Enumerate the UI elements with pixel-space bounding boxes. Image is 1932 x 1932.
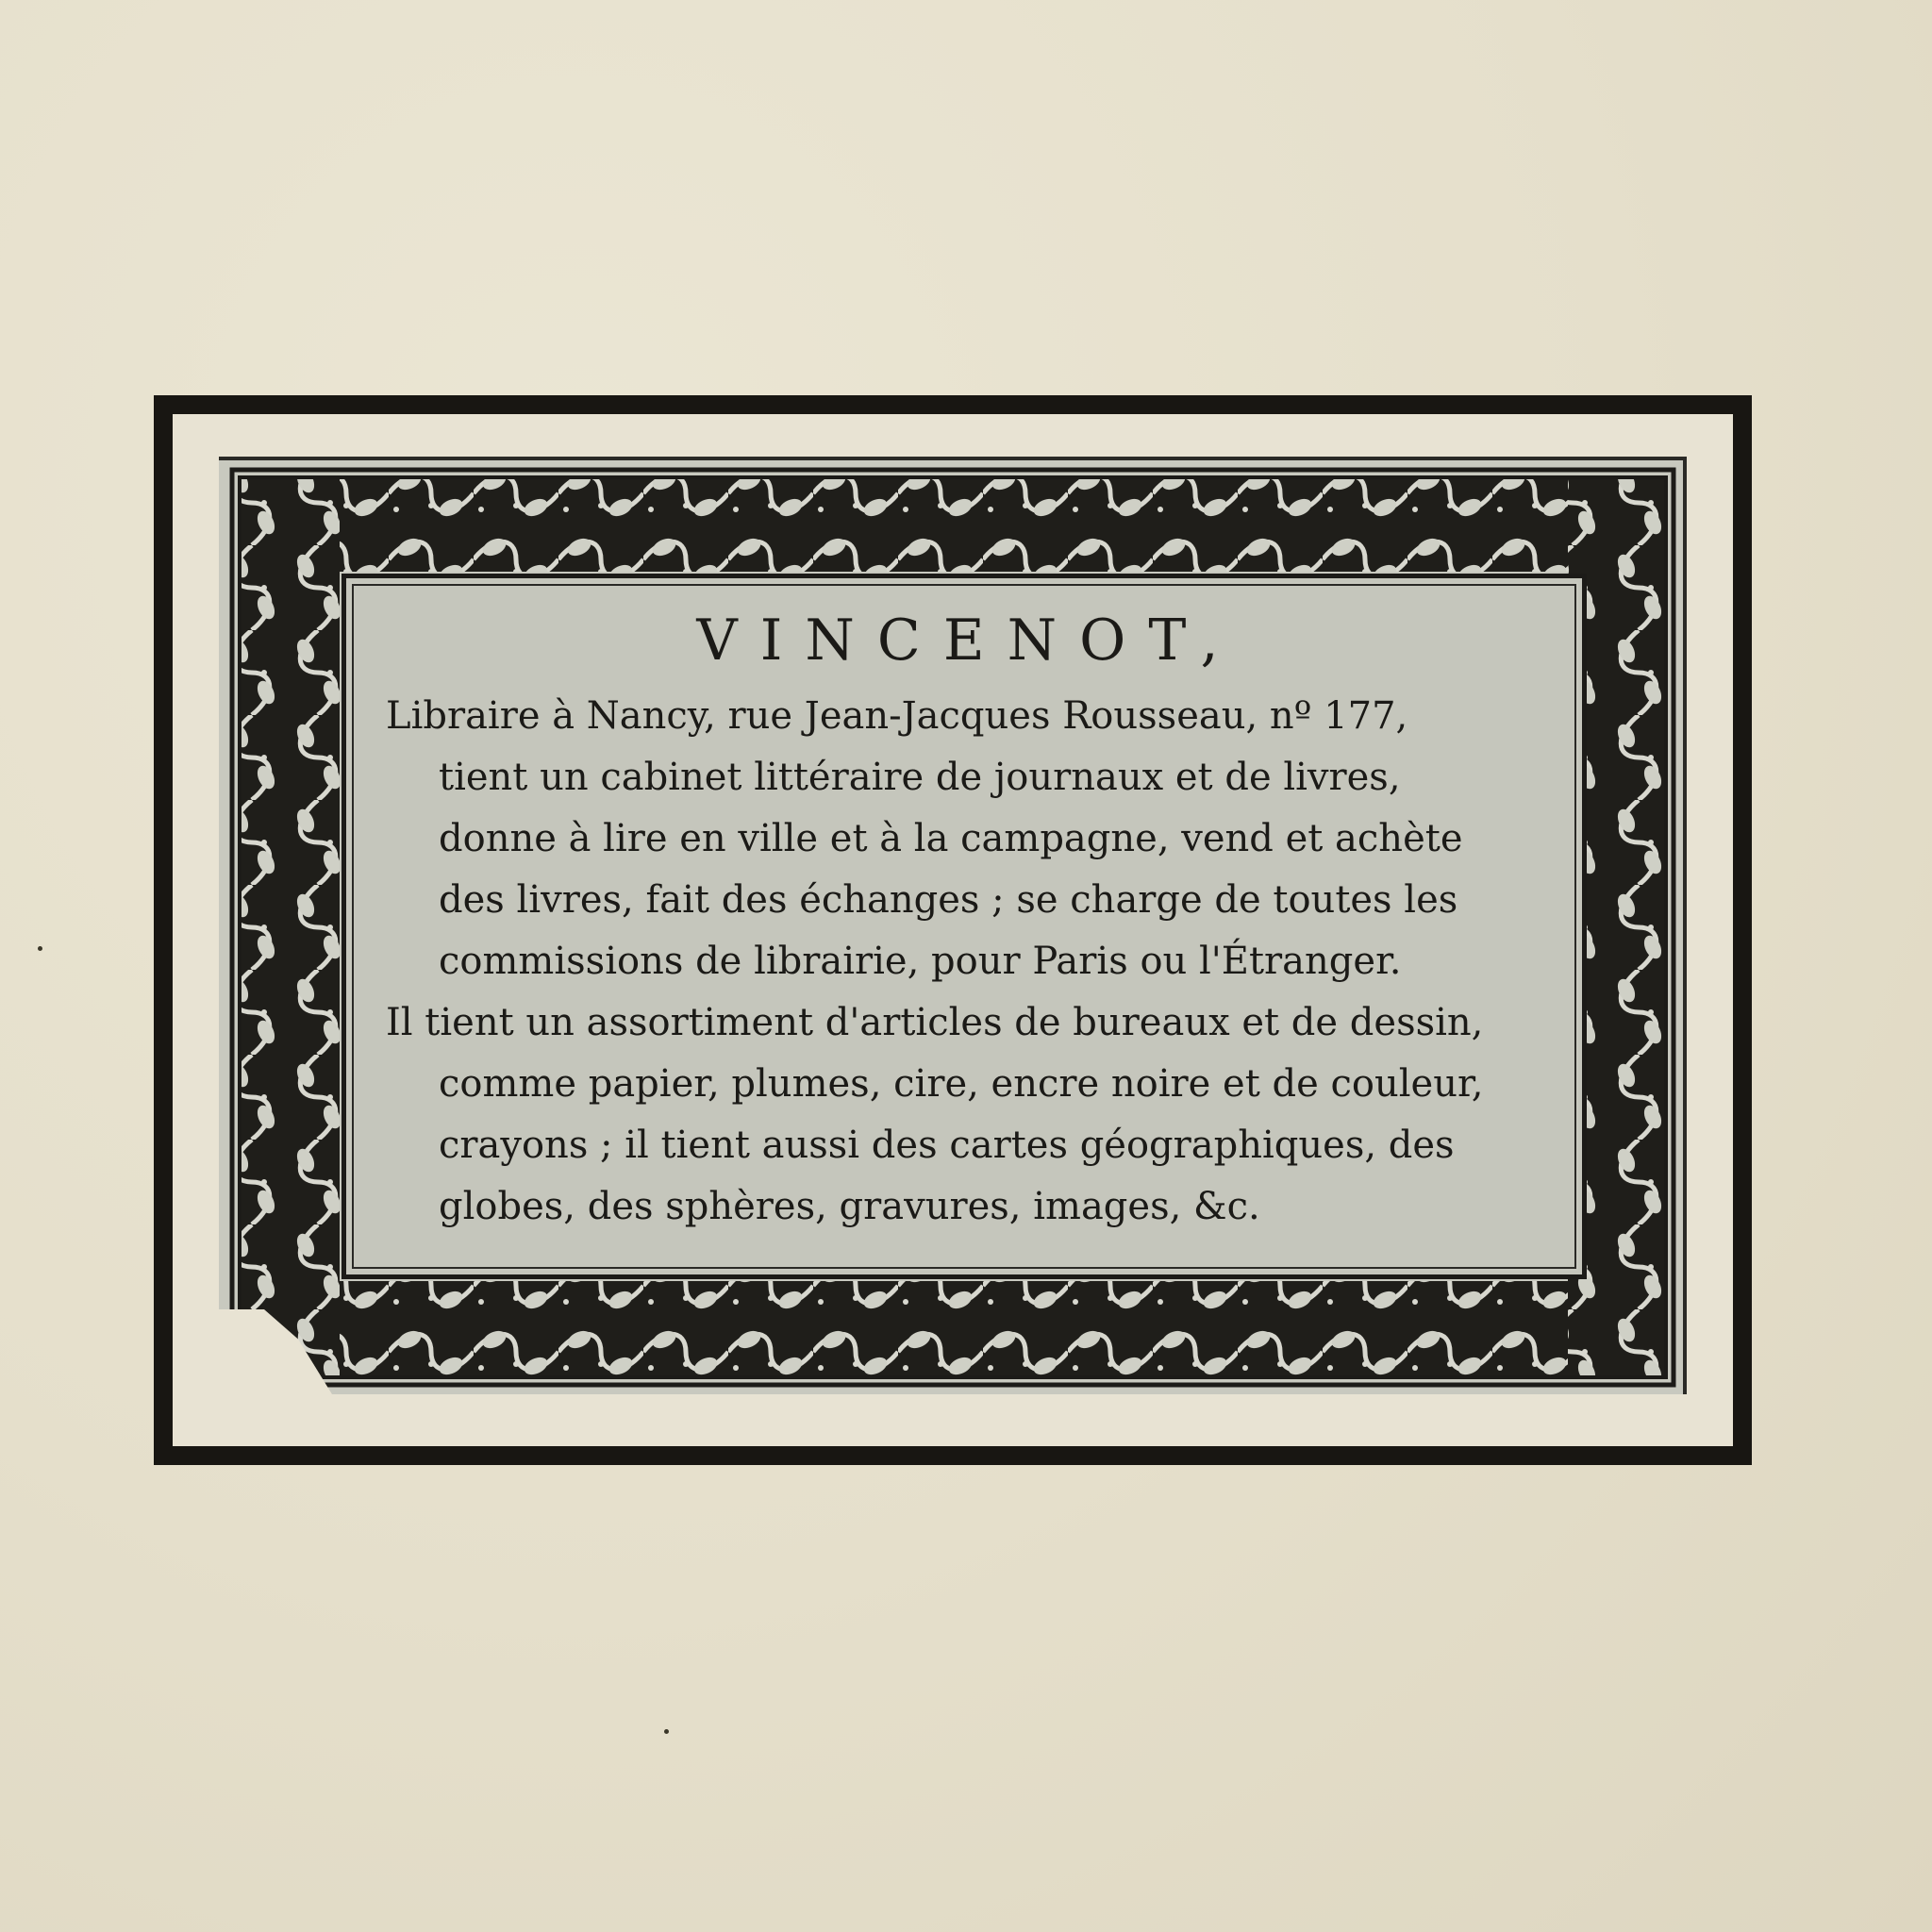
paper-speck (664, 1729, 669, 1734)
text-line: commissions de librairie, pour Paris ou l'Étranger. (439, 940, 1402, 983)
text-line: comme papier, plumes, cire, encre noire et de couleur, (439, 1062, 1484, 1106)
paragraph-services (386, 686, 1552, 992)
text-line: globes, des sphères, gravures, images, &c. (439, 1185, 1260, 1228)
text-line: tient un cabinet littéraire de journaux et de livres, (439, 756, 1401, 799)
text-line: Il tient un assortiment d'articles de bureaux et de dessin, (386, 1001, 1484, 1044)
text-panel (341, 574, 1587, 1279)
text-line: donne à lire en ville et à la campagne, vend et achète (439, 817, 1463, 860)
text-line: Libraire à Nancy, rue Jean-Jacques Rousseau, nº 177, (386, 694, 1408, 738)
label-text (386, 608, 1552, 1238)
text-line: crayons ; il tient aussi des cartes géographiques, des (439, 1124, 1455, 1167)
paragraph-supplies (386, 992, 1552, 1238)
text-line: des livres, fait des échanges ; se charge de toutes les (439, 878, 1458, 922)
shop-name: VINCENOT, (696, 608, 1241, 674)
paper-speck (38, 946, 42, 951)
trade-label (219, 457, 1687, 1394)
